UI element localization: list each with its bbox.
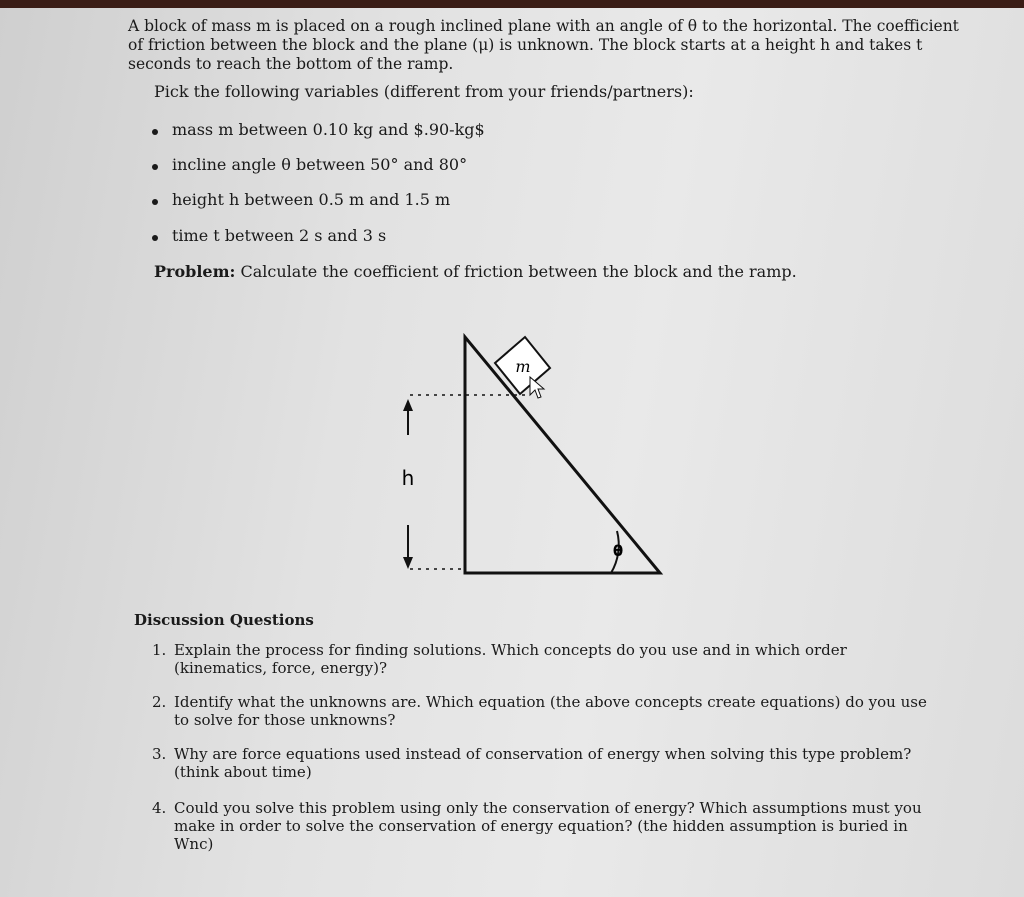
angle-label: θ <box>612 542 624 560</box>
intro-paragraph: A block of mass m is placed on a rough inclined plane with an angle of θ to the horizontal. The coefficient of friction between the block and the plane (μ) is unknown. The block starts at a height h and takes t seconds to reach the bottom of the ramp. <box>128 17 959 73</box>
bullet-dot <box>152 164 158 170</box>
question-text: Identify what the unknowns are. Which equation (the above concepts create equations) do you use to solve for those unknowns? <box>174 693 927 729</box>
bullet-dot <box>152 235 158 241</box>
height-arrowhead-down <box>403 557 413 569</box>
question-number: 1. <box>152 641 167 659</box>
pick-instruction: Pick the following variables (different from your friends/partners): <box>154 82 694 101</box>
question-text: Could you solve this problem using only the conservation of energy? Which assumptions must you make in order to solve the conservation of energy equation? (the hidden assumption is buried in Wnc) <box>174 799 922 853</box>
bullet-dot <box>152 199 158 205</box>
question-text: Why are force equations used instead of conservation of energy when solving this type problem? (think about time) <box>174 745 912 781</box>
bullet-dot <box>152 129 158 135</box>
bullet-mass: mass m between 0.10 kg and $.90-kg$ <box>172 120 485 139</box>
problem-statement <box>154 262 797 282</box>
incline-ramp <box>465 337 660 573</box>
discussion-title: Discussion Questions <box>134 611 314 629</box>
bullet-height: height h between 0.5 m and 1.5 m <box>172 190 451 209</box>
height-arrowhead-up <box>403 399 413 411</box>
question-text: Explain the process for finding solutions. Which concepts do you use and in which order (kinematics, force, energy)? <box>174 641 847 677</box>
bullet-angle: incline angle θ between 50° and 80° <box>172 155 468 174</box>
block-label: m <box>515 357 531 376</box>
bullet-time: time t between 2 s and 3 s <box>172 226 387 245</box>
question-number: 2. <box>152 693 167 711</box>
problem-label: Problem: <box>154 262 236 281</box>
incline-diagram <box>380 325 680 595</box>
height-label: h <box>401 466 415 490</box>
question-number: 3. <box>152 745 167 763</box>
problem-text: Calculate the coefficient of friction between the block and the ramp. <box>240 262 797 281</box>
question-number: 4. <box>152 799 167 817</box>
